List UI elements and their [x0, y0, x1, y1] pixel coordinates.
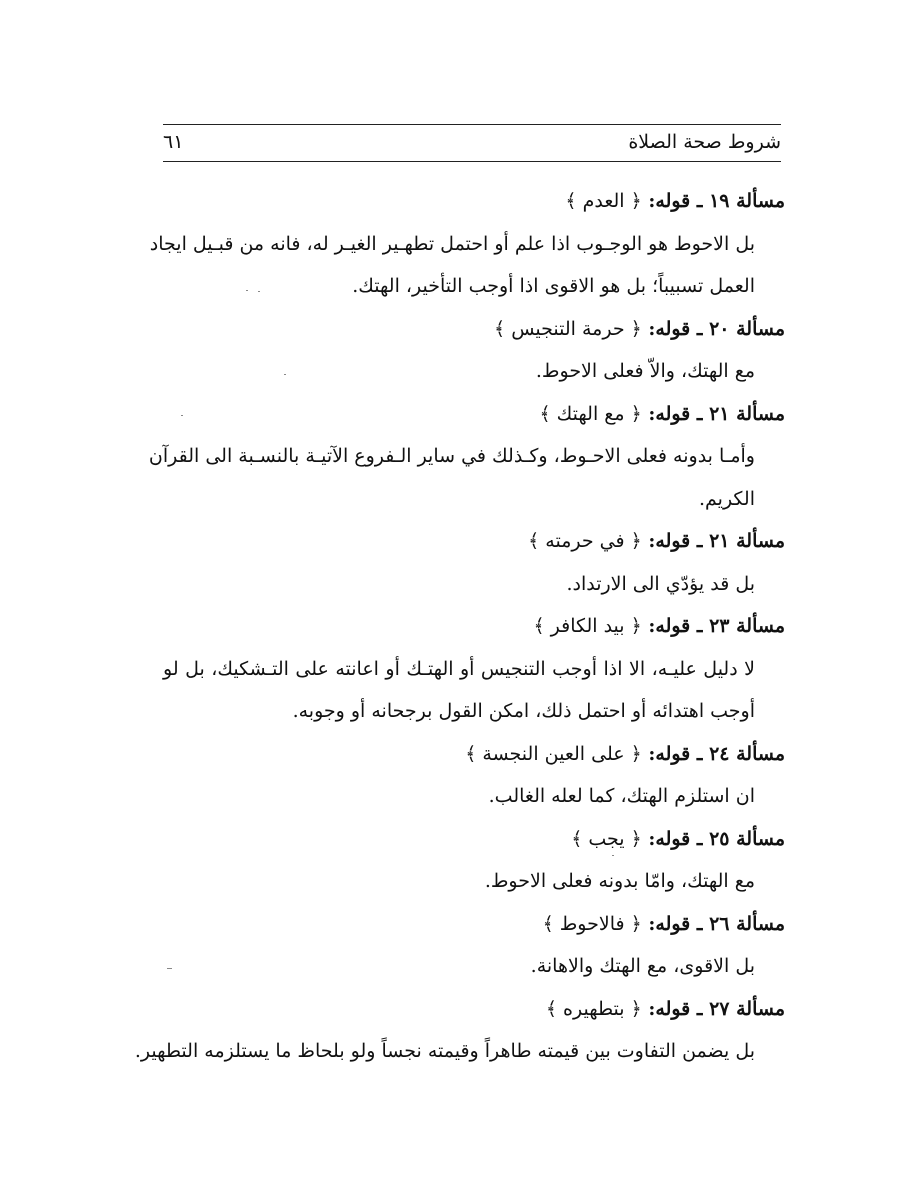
entry-number: مسألة ٢٧ ـ قوله: [648, 997, 785, 1020]
entry-quote: ﴿ يجب ﴾ [571, 827, 642, 850]
entry-number: مسألة ٢١ ـ قوله: [648, 402, 785, 425]
entry-number: مسألة ١٩ ـ قوله: [648, 190, 785, 212]
entry-text-line: بل قد يؤدّي الى الارتداد. [566, 572, 755, 595]
entry-number: مسألة ٢٥ ـ قوله: [648, 827, 785, 850]
entry-text-line: الكريم. [698, 487, 755, 510]
entry-text-line: ان استلزم الهتك، كما لعله الغالب. [488, 785, 755, 807]
entry-quote: ﴿ العدم ﴾ [565, 190, 642, 212]
page-number: ٦١ [163, 131, 184, 153]
entry-heading [163, 988, 785, 1031]
entry-heading [163, 733, 785, 776]
entry-heading [163, 605, 785, 648]
entry-heading [163, 393, 785, 436]
entry-text-line: بل يضمن التفاوت بين قيمته طاهراً وقيمته نجساً ولو بلحاظ ما يستلزمه التطهير. [134, 1040, 755, 1062]
entry-text-line: لا دليل عليـه، الا اذا أوجب التنجيس أو الهتـك أو اعانته على التـشكيك، بل لو [163, 657, 755, 680]
scan-speck [181, 415, 183, 416]
entry-text-line: بل الاقوى، مع الهتك والاهانة. [530, 955, 755, 977]
header-top-rule [163, 124, 781, 125]
entry-number: مسألة ٢١ ـ قوله: [648, 530, 785, 552]
entry-number: مسألة ٢٠ ـ قوله: [648, 317, 785, 340]
scan-speck [612, 855, 614, 856]
running-header-title: شروط صحة الصلاة [628, 131, 781, 153]
entry-quote: ﴿ بتطهيره ﴾ [545, 997, 642, 1020]
page-body [134, 180, 785, 1073]
entry-heading [163, 903, 785, 946]
entry-number: مسألة ٢٦ ـ قوله: [648, 912, 785, 935]
entry-quote: ﴿ بيد الكافر ﴾ [533, 615, 642, 637]
entry-text-line: بل الاحوط هو الوجـوب اذا علم أو احتمل تطهـير الغيـر له، فانه من قبـيل ايجاد [149, 232, 755, 255]
entry-heading [163, 308, 785, 351]
entry-text-line: مع الهتك، وامّا بدونه فعلى الاحوط. [484, 870, 755, 892]
scan-speck [258, 291, 260, 292]
scan-speck [246, 290, 248, 291]
entry-text-line: أوجب اهتدائه أو احتمل ذلك، امكن القول برجحانه أو وجوبه. [292, 700, 755, 722]
entry-number: مسألة ٢٣ ـ قوله: [648, 615, 785, 637]
entry-quote: ﴿ حرمة التنجيس ﴾ [494, 317, 642, 340]
entry-quote: ﴿ فالاحوط ﴾ [542, 912, 642, 935]
entry-number: مسألة ٢٤ ـ قوله: [648, 742, 785, 765]
entry-heading [163, 180, 785, 223]
entry-text-line: العمل تسبيباً؛ بل هو الاقوى اذا أوجب التأخير، الهتك. [352, 275, 755, 297]
entry-quote: ﴿ على العين النجسة ﴾ [465, 742, 642, 765]
entry-quote: ﴿ مع الهتك ﴾ [539, 402, 642, 425]
entry-heading [163, 818, 785, 861]
running-header [163, 128, 781, 160]
entry-text-line: مع الهتك، والاّ فعلى الاحوط. [535, 360, 755, 382]
entry-text-line: وأمـا بدونه فعلى الاحـوط، وكـذلك في ساير الـفروع الآتيـة بالنسـبة الى القرآن [148, 445, 755, 467]
scan-speck [284, 374, 286, 375]
scan-speck [167, 968, 172, 969]
header-bottom-rule [163, 161, 781, 162]
entry-quote: ﴿ في حرمته ﴾ [528, 530, 642, 552]
entry-heading [163, 520, 785, 563]
